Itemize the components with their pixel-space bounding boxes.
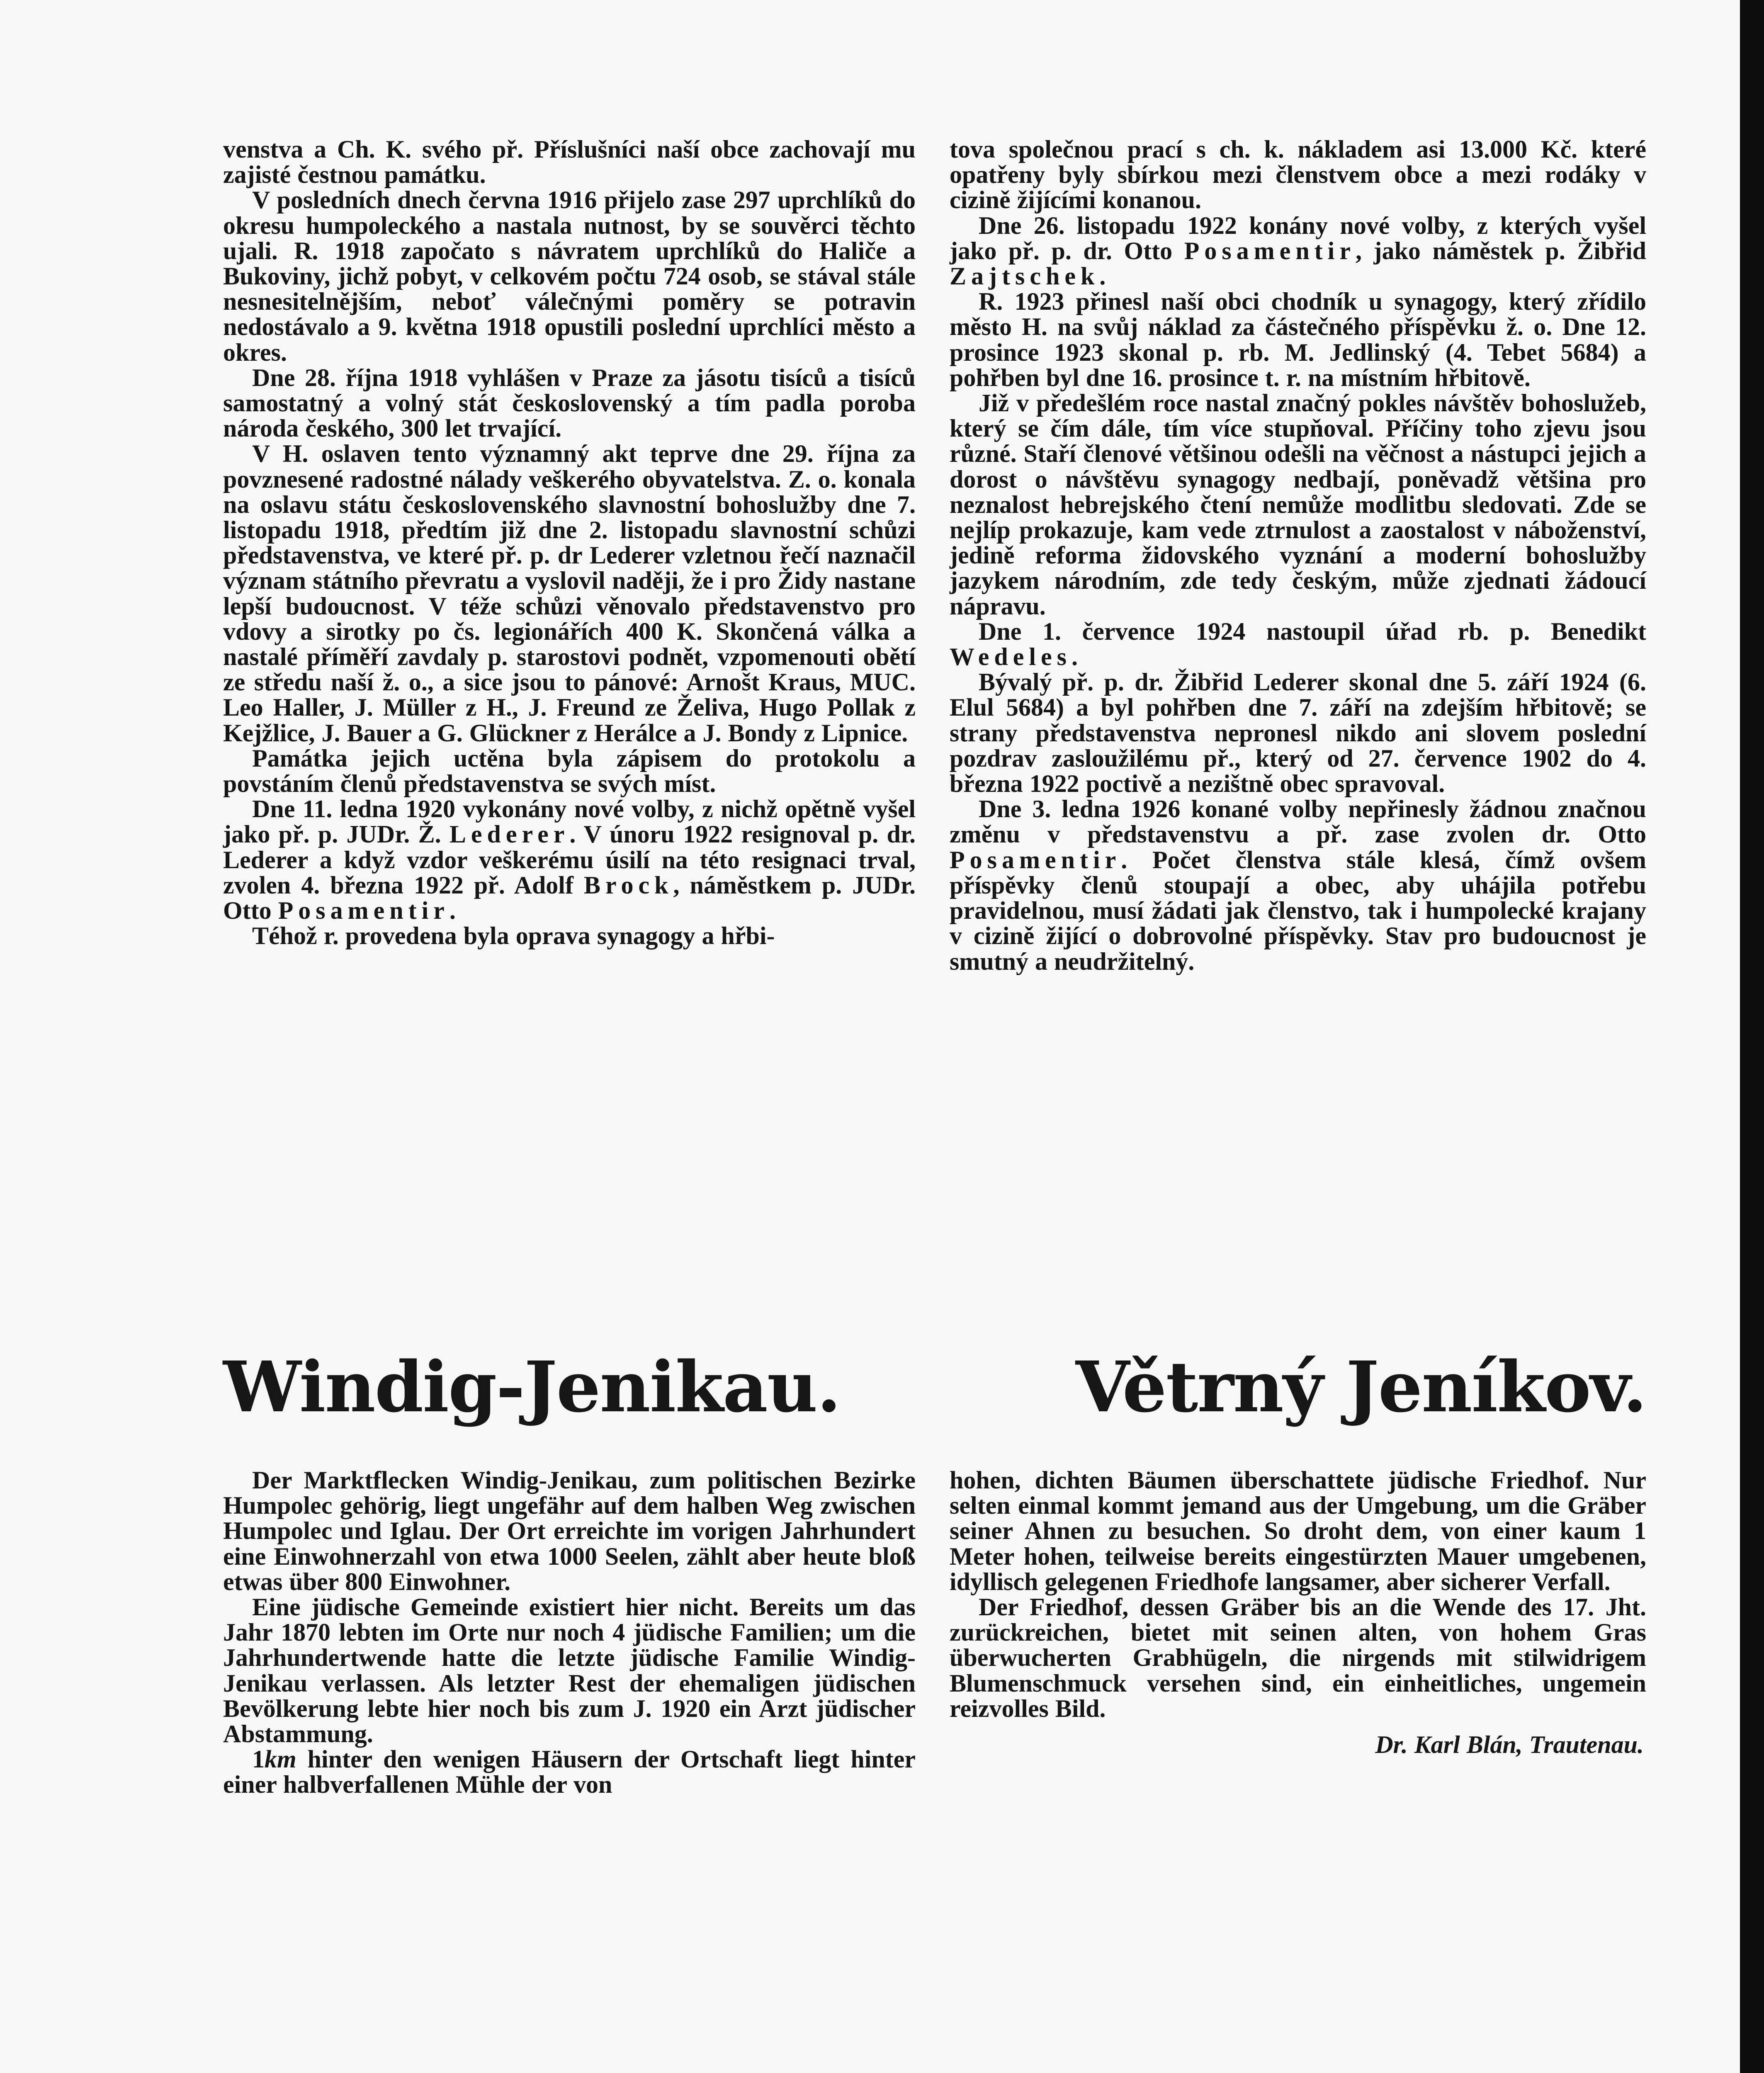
spaced-name: Wedeles [950,643,1072,671]
column-bottom-right [950,1468,1646,1757]
paragraph: Der Friedhof, dessen Gräber bis an die Wende des 17. Jht. zurückreichen, bietet mit seinen alten, von hohem Gras überwucherten Grabhügeln, die nirgends mit stilwidrigem Blumenschmuck versehen sind, ein einheitliches, ungemein reizvolles Bild. [950,1593,1646,1722]
spaced-name: Lederer [449,820,570,848]
heading-czech: Větrný Jeníkov. [1075,1346,1646,1428]
spaced-name: Brock [583,871,673,899]
paragraph: Téhož r. provedena byla oprava synagogy a hřbi- [252,922,775,950]
paragraph: Dne 28. října 1918 vyhlášen v Praze za jásotu tisíců a tisíců samostatný a volný stát československý a tím padla poroba národa českého, 300 let trvající. [223,364,916,442]
text-run: , jako náměstek p. Žibřid [1355,237,1647,265]
paragraph: venstva a Ch. K. svého př. Příslušníci naší obce zachovají mu zajisté čestnou památku. [223,136,916,189]
paragraph [223,1747,916,1797]
paragraph: V H. oslaven tento významný akt teprve dne 29. října za povznesené radostné nálady veškerého obyvatelstva. Z. o. konala na oslavu státu československého slavnostní bohoslužby dne 7. listopadu 1918, předtím již dne 2. listopadu slavnostní schůzi představenstva, ve které př. p. dr Lederer vzletnou řečí naznačil význam státního převratu a vyslovil naději, že i pro Židy nastane lepší budoucnost. V téže schůzi věnovalo představenstvo pro vdovy a sirotky po čs. legionářích 400 K. Skončená válka a nastalé příměří zavdaly p. starostovi podnět, vzpomenouti obětí ze středu naší ž. o., a sice jsou to pánové: Arnošt Kraus, MUC. Leo Haller, J. Müller z H., J. Freund ze Želiva, Hugo Pollak z Kejžlice, J. Bauer a G. Glückner z Herálce a J. Bondy z Lipnice. [223,440,916,747]
text-run: hinter den wenigen Häusern der Ortschaft liegt hinter einer halbverfallenen Mühle der von [223,1745,916,1799]
text-run: , náměstkem p. JUDr. Otto [223,871,916,925]
paragraph: Der Marktflecken Windig-Jenikau, zum politischen Bezirke Humpolec gehörig, liegt ungefähr auf dem halben Weg zwischen Humpolec und Iglau. Der Ort erreichte im vorigen Jahrhundert eine Einwohnerzahl von etwa 1000 Seelen, zählt aber heute bloß etwas über 800 Einwohner. [223,1466,916,1595]
paragraph: Již v předešlém roce nastal značný pokles návštěv bohoslužeb, který se čím dále, tím více stupňoval. Příčiny toho zjevu jsou různé. Staří členové většinou odešli na věčnost a nástupci jejich a dorost o návštěvu synagogy nedbají, poněvadž většina pro neznalost hebrejského čtení nemůže modlitbu sledovati. Zde se nejlíp prokazuje, kam vede ztrnulost a zaostalost v náboženství, jedině reforma židovského vyznání a moderní bohoslužby jazykem národním, zde tedy českým, může zjednati žádoucí nápravu. [950,389,1646,620]
paragraph [223,796,916,923]
spaced-name: Zajtschek [950,262,1100,290]
column-top-left [223,137,916,949]
text-run: Dne 3. ledna 1926 konané volby nepřinesly žádnou značnou změnu v představenstvu a př. zase zvolen dr. Otto [950,795,1646,848]
paragraph: tova společnou prací s ch. k. nákladem asi 13.000 Kč. které opatřeny byly sbírkou mezi členstvem obce a mezi rodáky v cizině žijícími konanou. [950,136,1646,214]
paragraph: Památka jejich uctěna byla zápisem do protokolu a povstáním členů představenstva se svých míst. [223,744,916,798]
paragraph: V posledních dnech června 1916 přijelo zase 297 uprchlíků do okresu humpoleckého a nastala nutnost, by se souvěrci těchto ujali. R. 1918 započato s návratem uprchlíků do Haliče a Bukoviny, jichž pobyt, v celkovém počtu 724 osob, se stával stále nesnesitelnějším, neboť válečnými poměry se potravin nedostávalo a 9. května 1918 opustili poslední uprchlíci město a okres. [223,186,916,366]
spaced-name: Posamentir [1184,237,1356,265]
text-run: Dne 1. července 1924 nastoupil úřad rb. p. Benedikt [979,617,1646,645]
paragraph: Eine jüdische Gemeinde existiert hier nicht. Bereits um das Jahr 1870 lebten im Orte nur noch 4 jüdische Familien; um die Jahrhundertwende hatte die letzte jüdische Familie Windig-Jenikau verlassen. Als letzter Rest der ehemaligen jüdischen Bevölkerung lebte hier noch bis zum J. 1920 ein Arzt jüdischer Abstammung. [223,1593,916,1748]
text-run: . [1071,643,1078,671]
author-signature: Dr. Karl Blán, Trautenau. [1375,1731,1644,1759]
unit-km: km [265,1745,296,1773]
text-run: 1 [252,1745,265,1773]
spaced-name: Posamentir [278,897,450,925]
column-bottom-left [223,1468,916,1798]
text-run: . [1099,262,1106,290]
text-run: Dne 11. ledna 1920 vykonány nové volby, z nichž opětně vyšel jako př. p. JUDr. Ž. [223,795,916,848]
paragraph [950,213,1646,289]
paragraph: Bývalý př. p. dr. Žibřid Lederer skonal dne 5. září 1924 (6. Elul 5684) a byl pohřben dne 7. září na zdejším hřbitově; se strany představenstva nepronesl nikdo ani slovem poslední pozdrav zasloužilému př., který od 27. července 1902 do 4. března 1922 poctivě a nezištně obec spravoval. [950,668,1646,798]
scan-border-right [1740,0,1764,2073]
spaced-name: Posamentir [950,846,1121,874]
paragraph: R. 1923 přinesl naší obci chodník u synagogy, který zřídilo město H. na svůj náklad za částečného příspěvku ž. o. Dne 12. prosince 1923 skonal p. rb. M. Jedlinský (4. Tebet 5684) a pohřben byl dne 16. prosince t. r. na místním hřbitově. [950,288,1646,391]
text-run: Dne 26. listopadu 1922 konány nové volby, z kterých vyšel jako př. p. dr. Otto [950,211,1646,265]
column-top-right [950,137,1646,974]
paragraph: hohen, dichten Bäumen überschattete jüdische Friedhof. Nur selten einmal kommt jemand aus der Umgebung, um die Gräber seiner Ahnen zu besuchen. So droht dem, von einer kaum 1 Meter hohen, teilweise bereits eingestürzten Mauer umgebenen, idyllisch gelegenen Friedhofe langsamer, aber sicherer Verfall. [950,1466,1646,1595]
text-run: . V únoru 1922 resignoval p. dr. Lederer a když vzdor veškerému úsilí na této resignaci trval, zvolen 4. března 1922 př. Adolf [223,820,916,899]
text-run: . [449,897,456,925]
heading-german: Windig-Jenikau. [223,1346,841,1428]
paragraph [950,619,1646,670]
paragraph [950,796,1646,974]
text-run: . Počet členstva stále klesá, čímž ovšem příspěvky členů stoupají a obec, aby uhájila potřebu pravidelnou, musí žádati jak členstvo, tak i humpolecké krajany v cizině žijící o dobrovolné příspěvky. Stav pro budoucnost je smutný a neudržitelný. [950,846,1646,975]
